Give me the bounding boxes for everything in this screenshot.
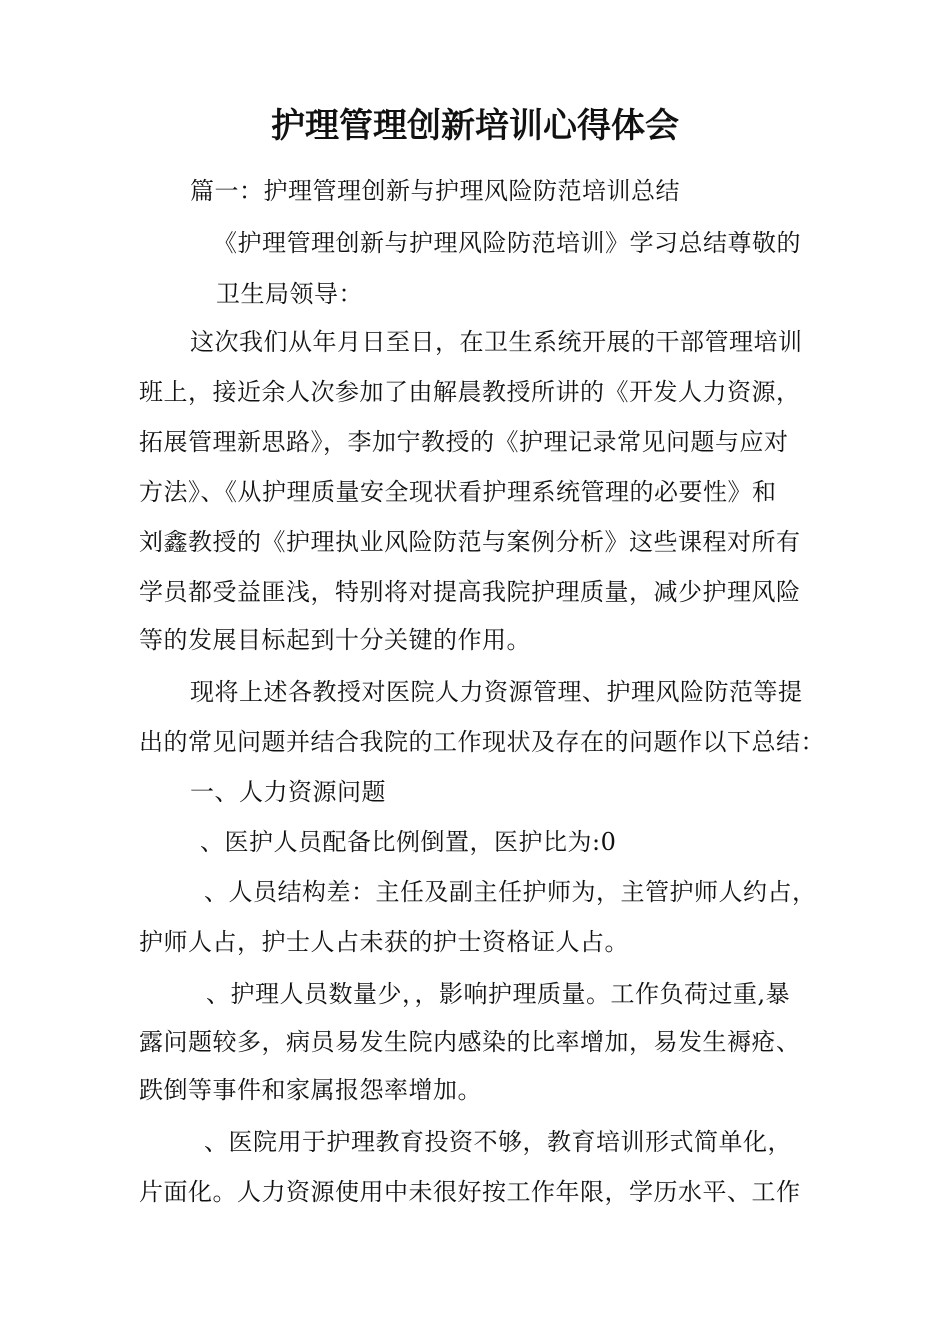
paragraph-line-18: 露问题较多，病员易发生院内感染的比率增加，易发生褥疮、 — [139, 1028, 801, 1056]
paragraph-line-2: 《护理管理创新与护理风险防范培训》学习总结尊敬的 — [213, 229, 801, 257]
paragraph-line-9: 学员都受益匪浅，特别将对提高我院护理质量，减少护理风险 — [139, 578, 801, 606]
paragraph-line-4: 这次我们从年月日至日，在卫生系统开展的干部管理培训 — [190, 328, 803, 356]
paragraph-line-20: 、医院用于护理教育投资不够，教育培训形式简单化， — [204, 1128, 792, 1156]
paragraph-line-15: 、人员结构差：主任及副主任护师为，主管护师人约占， — [204, 878, 817, 906]
paragraph-line-7: 方法》、《从护理质量安全现状看护理系统管理的必要性》和 — [139, 478, 777, 506]
paragraph-line-17: 、护理人员数量少，，影响护理质量。工作负荷过重,暴 — [206, 980, 791, 1008]
paragraph-line-21: 片面化。人力资源使用中未很好按工作年限，学历水平、工作 — [139, 1178, 801, 1206]
paragraph-line-6: 拓展管理新思路》，李加宁教授的《护理记录常见问题与应对 — [139, 428, 789, 456]
paragraph-line-5: 班上，接近余人次参加了由解晨教授所讲的《开发人力资源， — [139, 378, 801, 406]
paragraph-line-11: 现将上述各教授对医院人力资源管理、护理风险防范等提 — [190, 678, 803, 706]
paragraph-line-10: 等的发展目标起到十分关键的作用。 — [139, 626, 531, 654]
paragraph-line-1: 篇一：护理管理创新与护理风险防范培训总结 — [190, 177, 680, 205]
section-heading-1: 一、人力资源问题 — [190, 778, 386, 806]
paragraph-line-16: 护师人占，护士人占未获的护士资格证人占。 — [139, 928, 629, 956]
paragraph-line-12: 出的常见问题并结合我院的工作现状及存在的问题作以下总结： — [139, 728, 825, 756]
paragraph-line-8: 刘鑫教授的《护理执业风险防范与案例分析》这些课程对所有 — [139, 528, 801, 556]
paragraph-line-14: 、医护人员配备比例倒置，医护比为:0 — [200, 828, 617, 856]
document-title: 护理管理创新培训心得体会 — [271, 106, 679, 146]
paragraph-line-3: 卫生局领导： — [216, 280, 363, 308]
paragraph-line-19: 跌倒等事件和家属报怨率增加。 — [139, 1076, 482, 1104]
